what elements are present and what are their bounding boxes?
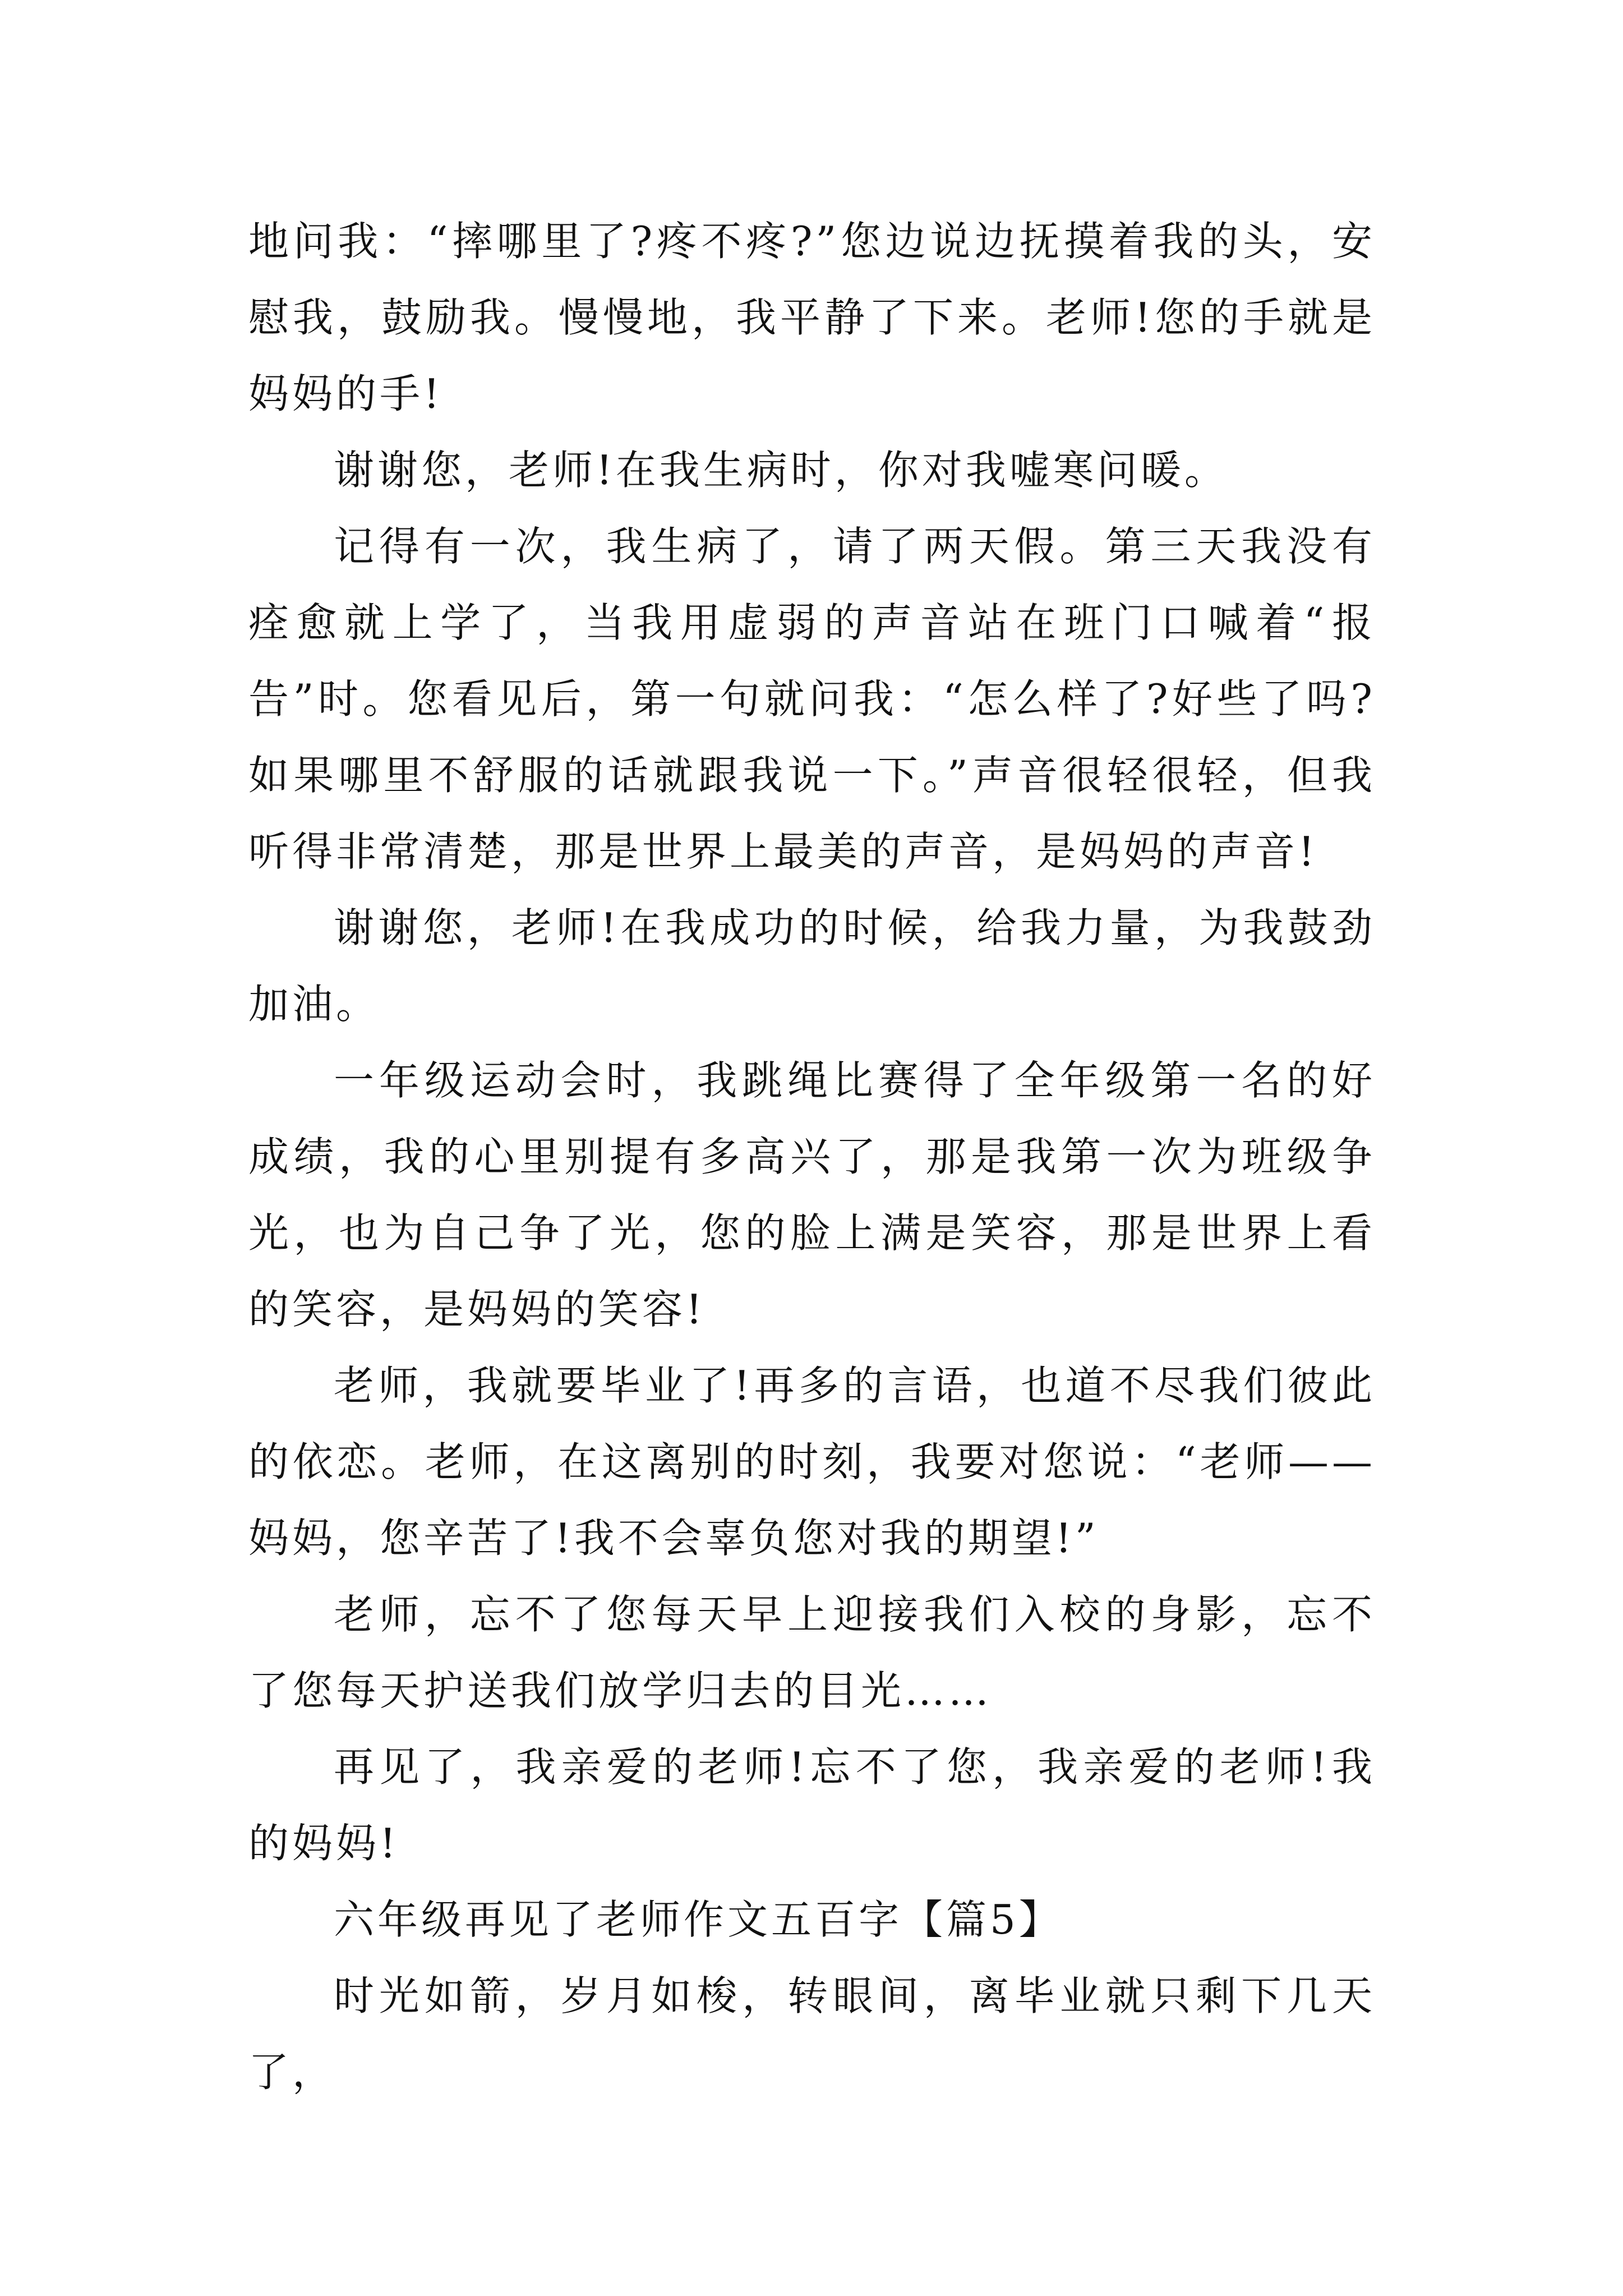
document-body <box>248 203 1376 2110</box>
paragraph: 时光如箭，岁月如梭，转眼间，离毕业就只剩下几天了， <box>248 1972 1376 2096</box>
paragraph: 老师，忘不了您每天早上迎接我们入校的身影，忘不了您每天护送我们放学归去的目光…… <box>248 1591 1376 1714</box>
paragraph: 记得有一次，我生病了，请了两天假。第三天我没有痊愈就上学了，当我用虚弱的声音站在班门口喊着“报告”时。您看见后，第一句就问我：“怎么样了?好些了吗?如果哪里不舒服的话就跟我说一下。”声音很轻很轻，但我听得非常清楚，那是世界上最美的声音，是妈妈的声音! <box>248 523 1376 875</box>
paragraph: 谢谢您，老师!在我生病时，你对我嘘寒问暖。 <box>334 447 1228 494</box>
paragraph: 再见了，我亲爱的老师!忘不了您，我亲爱的老师!我的妈妈! <box>248 1743 1376 1867</box>
paragraph: 谢谢您，老师!在我成功的时候，给我力量，为我鼓劲加油。 <box>248 904 1376 1028</box>
section-heading: 六年级再见了老师作文五百字【篇5】 <box>334 1896 1063 1943</box>
paragraph: 地问我：“摔哪里了?疼不疼?”您边说边抚摸着我的头，安慰我，鼓励我。慢慢地，我平静了下来。老师!您的手就是妈妈的手! <box>248 218 1376 417</box>
paragraph: 一年级运动会时，我跳绳比赛得了全年级第一名的好成绩，我的心里别提有多高兴了，那是我第一次为班级争光，也为自己争了光，您的脸上满是笑容，那是世界上看的笑容，是妈妈的笑容! <box>248 1057 1376 1333</box>
paragraph: 老师，我就要毕业了!再多的言语，也道不尽我们彼此的依恋。老师，在这离别的时刻，我要对您说：“老师——妈妈，您辛苦了!我不会辜负您对我的期望!” <box>248 1362 1376 1562</box>
